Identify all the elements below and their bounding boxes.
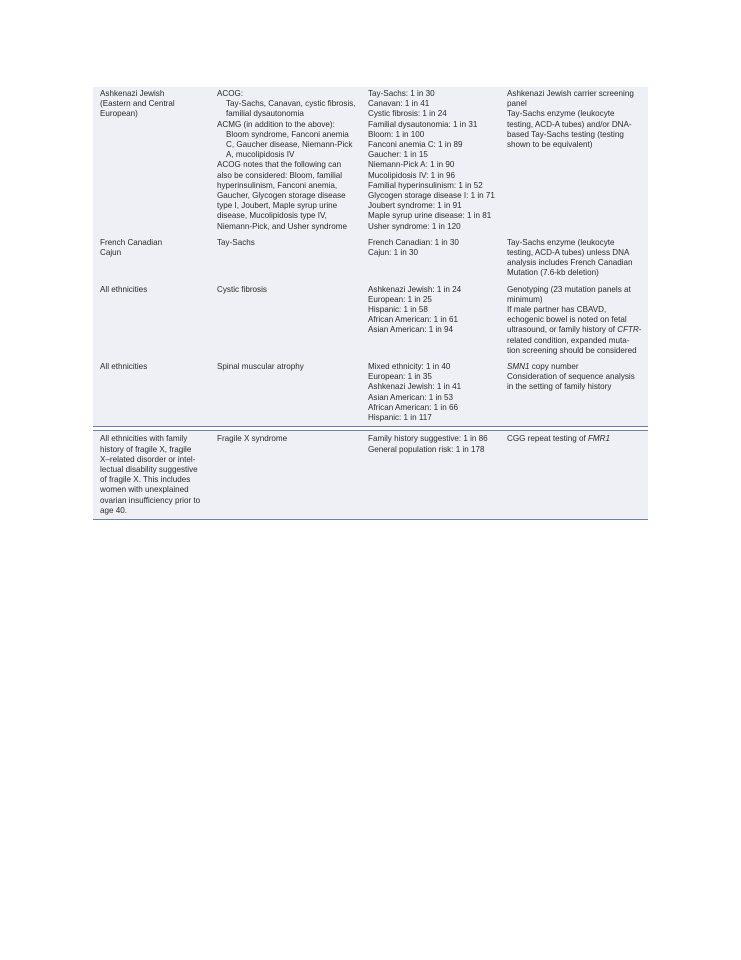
test-cell (507, 359, 648, 427)
frequency-line: African American: 1 in 61 (368, 315, 458, 325)
table-row-french-canadian (93, 235, 648, 282)
test-line: Consideration of sequence analysis (507, 372, 635, 382)
test-cell (507, 235, 648, 282)
population-line: Cajun (100, 248, 122, 258)
table-row-ashkenazi (93, 87, 648, 235)
test-line: analysis includes French Canadian (507, 258, 633, 268)
gene-name: CFTR (617, 325, 639, 335)
population-line: French Canadian (100, 237, 163, 247)
population-line: All ethnicities with family (100, 434, 188, 444)
frequency-cell (368, 359, 507, 427)
screening-line: familial dysautonomia (226, 109, 304, 119)
frequency-line: Familial hyperinsulinism: 1 in 52 (368, 180, 483, 190)
frequency-line: Hispanic: 1 in 117 (368, 413, 432, 423)
test-line: tion screening should be considered (507, 345, 637, 355)
frequency-line: Joubert syndrome: 1 in 91 (368, 201, 462, 211)
test-cell (507, 282, 648, 359)
carrier-screening-table-container (93, 87, 648, 520)
test-cell (507, 431, 648, 519)
test-line: related condition, expanded muta- (507, 335, 630, 345)
frequency-line: Canavan: 1 in 41 (368, 99, 430, 109)
frequency-line: African American: 1 in 66 (368, 402, 458, 412)
frequency-line: European: 1 in 35 (368, 372, 432, 382)
frequency-line: Asian American: 1 in 53 (368, 392, 454, 402)
screening-cell (217, 235, 368, 282)
screening-line: Fragile X syndrome (217, 434, 288, 444)
frequency-line: Hispanic: 1 in 58 (368, 305, 428, 315)
population-cell (93, 359, 217, 427)
frequency-line: Cajun: 1 in 30 (368, 248, 418, 258)
carrier-screening-table (93, 87, 648, 519)
screening-line: disease, Mucolipidosis type IV, (217, 211, 327, 221)
screening-line: A, mucolipidosis IV (226, 150, 295, 160)
population-line: age 40. (100, 505, 128, 515)
test-line: If male partner has CBAVD, (507, 305, 607, 315)
frequency-line: Fanconi anemia C: 1 in 89 (368, 140, 463, 150)
test-line: in the setting of family history (507, 382, 612, 392)
frequency-line: French Canadian: 1 in 30 (368, 237, 459, 247)
population-line: lectual disability suggestive (100, 464, 198, 474)
gene-name: SMN1 (507, 362, 530, 372)
screening-line: Tay-Sachs (217, 237, 255, 247)
screening-line: type I, Joubert, Maple syrup urine (217, 201, 338, 211)
screening-line: Spinal muscular atrophy (217, 362, 304, 372)
frequency-line: Familial dysautonomia: 1 in 31 (368, 119, 478, 129)
frequency-line: Mucolipidosis IV: 1 in 96 (368, 170, 455, 180)
test-line: panel (507, 99, 527, 109)
test-line: echogenic bowel is noted on fetal (507, 315, 627, 325)
population-line: of fragile X. This includes (100, 475, 191, 485)
frequency-line: Bloom: 1 in 100 (368, 129, 425, 139)
population-line: ovarian insufficiency prior to (100, 495, 201, 505)
table-bottom-rule (93, 519, 648, 520)
frequency-line: European: 1 in 25 (368, 294, 432, 304)
population-line: (Eastern and Central (100, 99, 175, 109)
frequency-line: Niemann-Pick A: 1 in 90 (368, 160, 455, 170)
population-line: European) (100, 109, 138, 119)
population-cell (93, 87, 217, 235)
table-row-fragile-x (93, 431, 648, 519)
population-line: Ashkenazi Jewish (100, 89, 165, 98)
test-line: Genotyping (23 mutation panels at (507, 284, 631, 294)
frequency-line: Mixed ethnicity: 1 in 40 (368, 362, 451, 372)
frequency-line: Gaucher: 1 in 15 (368, 150, 428, 160)
frequency-line: Maple syrup urine disease: 1 in 81 (368, 211, 492, 221)
population-cell (93, 282, 217, 359)
table-row-cystic-fibrosis (93, 282, 648, 359)
screening-cell (217, 431, 368, 519)
screening-line: ACMG (in addition to the above): (217, 119, 335, 129)
table-row-sma (93, 359, 648, 427)
screening-line: Cystic fibrosis (217, 284, 267, 294)
population-line: women with unexplained (100, 485, 189, 495)
test-line: CGG repeat testing of FMR1 (507, 434, 611, 444)
screening-line: C, Gaucher disease, Niemann-Pick (226, 140, 353, 150)
frequency-line: Tay-Sachs: 1 in 30 (368, 89, 435, 98)
frequency-line: Asian American: 1 in 94 (368, 325, 454, 335)
test-line: ultrasound, or family history of CFTR- (507, 325, 642, 335)
frequency-line: Glycogen storage disease I: 1 in 71 (368, 191, 495, 201)
frequency-line: Ashkenazi Jewish: 1 in 41 (368, 382, 462, 392)
frequency-line: Ashkenazi Jewish: 1 in 24 (368, 284, 462, 294)
test-line: Mutation (7.6-kb deletion) (507, 268, 599, 278)
test-line: testing, ACD-A tubes) and/or DNA- (507, 119, 632, 129)
screening-line: ACOG notes that the following can (217, 160, 342, 170)
test-line: Ashkenazi Jewish carrier screening (507, 89, 634, 98)
test-line: shown to be equivalent) (507, 140, 593, 150)
screening-line: also be considered: Bloom, familial (217, 170, 343, 180)
test-line: testing, ACD-A tubes) unless DNA (507, 248, 630, 258)
screening-line: Niemann-Pick, and Usher syndrome (217, 221, 348, 231)
screening-line: hyperinsulinism, Fanconi anemia, (217, 180, 338, 190)
population-line: All ethnicities (100, 362, 148, 372)
frequency-cell (368, 235, 507, 282)
frequency-cell (368, 282, 507, 359)
population-line: All ethnicities (100, 284, 148, 294)
test-line: based Tay-Sachs testing (testing (507, 129, 624, 139)
population-line: X–related disorder or intel- (100, 454, 196, 464)
screening-line: ACOG: (217, 89, 244, 98)
test-line: SMN1 copy number (507, 362, 579, 372)
frequency-line: Cystic fibrosis: 1 in 24 (368, 109, 447, 119)
frequency-line: Usher syndrome: 1 in 120 (368, 221, 461, 231)
screening-line: Gaucher, Glycogen storage disease (217, 191, 346, 201)
screening-line: Tay-Sachs, Canavan, cystic fibrosis, (226, 99, 356, 109)
screening-line: Bloom syndrome, Fanconi anemia (226, 129, 349, 139)
frequency-cell (368, 87, 507, 235)
frequency-cell (368, 431, 507, 519)
screening-cell (217, 359, 368, 427)
test-line: Tay-Sachs enzyme (leukocyte (507, 237, 615, 247)
population-cell (93, 431, 217, 519)
screening-cell (217, 282, 368, 359)
screening-cell (217, 87, 368, 235)
frequency-line: Family history suggestive: 1 in 86 (368, 434, 488, 444)
gene-name: FMR1 (587, 434, 611, 444)
test-line: Tay-Sachs enzyme (leukocyte (507, 109, 615, 119)
test-cell (507, 87, 648, 235)
test-line: minimum) (507, 294, 543, 304)
population-line: history of fragile X, fragile (100, 444, 192, 454)
frequency-line: General population risk: 1 in 178 (368, 444, 485, 454)
population-cell (93, 235, 217, 282)
